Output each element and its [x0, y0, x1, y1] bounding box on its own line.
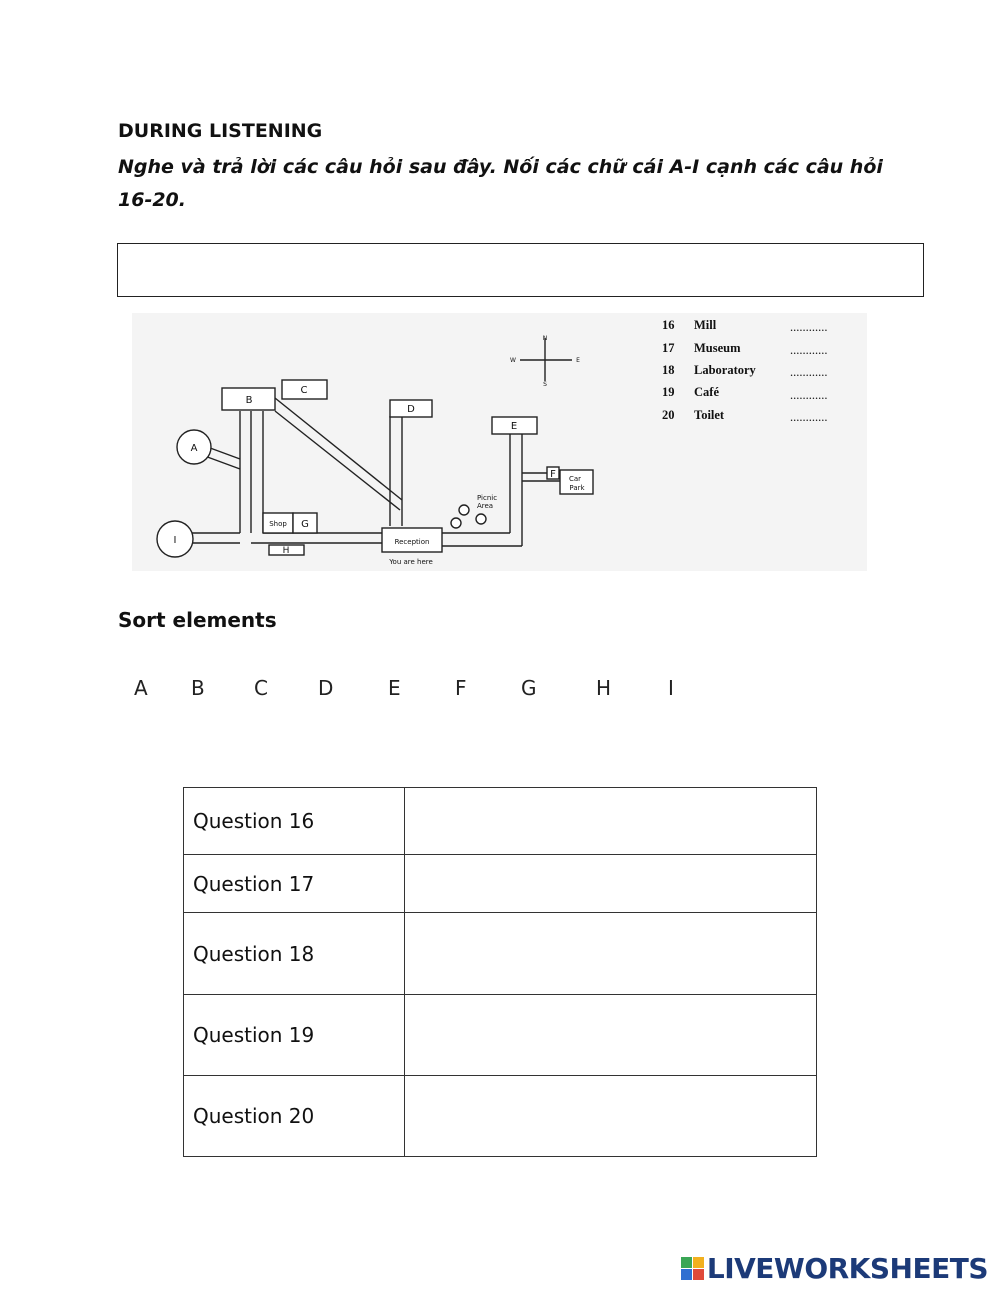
map-label-a: A: [190, 443, 198, 454]
draggable-letter-i[interactable]: I: [668, 676, 674, 700]
map-label-area: Area: [476, 502, 494, 510]
logo-square: [681, 1269, 692, 1280]
map-list-dots: ............: [790, 343, 828, 357]
map-image: [132, 313, 867, 571]
map-label-b: B: [245, 395, 253, 406]
liveworksheets-logo: [681, 1252, 988, 1285]
map-list-num: 18: [662, 363, 675, 377]
map-list-dots: ............: [790, 388, 828, 402]
map-label-d: D: [407, 404, 415, 415]
question-label: Question 20: [184, 1076, 405, 1157]
instruction-text: Nghe và trả lời các câu hỏi sau đây. Nối các chữ cái A-I cạnh các câu hỏi 16-20.: [118, 156, 883, 211]
logo-square: [693, 1269, 704, 1280]
map-label-h: H: [282, 546, 290, 556]
draggable-letter-e[interactable]: E: [388, 676, 401, 700]
map-list-num: 19: [662, 385, 675, 399]
map-list-name: Laboratory: [694, 363, 756, 377]
answer-drop-cell[interactable]: [405, 995, 817, 1076]
compass-e: E: [576, 357, 580, 364]
answer-drop-cell[interactable]: [405, 855, 817, 913]
question-label: Question 18: [184, 913, 405, 995]
drop-zone-box[interactable]: [117, 243, 924, 297]
logo-square: [681, 1257, 692, 1268]
question-label: Question 19: [184, 995, 405, 1076]
answer-drop-cell[interactable]: [405, 913, 817, 995]
draggable-letter-a[interactable]: A: [134, 676, 148, 700]
map-list-name: Café: [694, 385, 719, 399]
questions-table: [183, 787, 817, 1157]
draggable-letter-d[interactable]: D: [318, 676, 334, 700]
map-label-car: Car: [568, 475, 582, 483]
map-list-dots: ............: [790, 365, 828, 379]
map-label-e: E: [510, 421, 518, 432]
map-label-g: G: [301, 519, 309, 530]
map-list-num: 20: [662, 408, 675, 422]
question-label: Question 16: [184, 788, 405, 855]
map-list-num: 16: [662, 318, 675, 332]
draggable-letter-c[interactable]: C: [254, 676, 268, 700]
question-label: Question 17: [184, 855, 405, 913]
map-label-shop: Shop: [269, 520, 287, 528]
map-drawing: [132, 313, 867, 571]
table-row: [184, 913, 817, 995]
table-row: [184, 1076, 817, 1157]
map-label-c: C: [300, 385, 308, 396]
map-label-reception: Reception: [394, 538, 430, 546]
map-label-f: F: [550, 469, 556, 480]
map-label-you-are-here: You are here: [389, 558, 433, 566]
compass-w: W: [510, 357, 516, 364]
draggable-letter-h[interactable]: H: [596, 676, 612, 700]
draggable-letter-f[interactable]: F: [455, 676, 467, 700]
map-label-park: Park: [569, 484, 585, 492]
section-heading: DURING LISTENING: [118, 120, 323, 142]
map-label-i: I: [173, 535, 177, 546]
map-label-picnic: Picnic: [476, 494, 498, 502]
map-list-name: Mill: [694, 318, 717, 332]
draggable-letter-b[interactable]: B: [191, 676, 205, 700]
compass-n: N: [542, 335, 548, 342]
table-row: [184, 995, 817, 1076]
table-row: [184, 788, 817, 855]
map-list-num: 17: [662, 341, 675, 355]
map-list-name: Toilet: [694, 408, 725, 422]
logo-text: LIVEWORKSHEETS: [706, 1252, 988, 1285]
draggable-letter-g[interactable]: G: [521, 676, 537, 700]
answer-drop-cell[interactable]: [405, 1076, 817, 1157]
logo-square: [693, 1257, 704, 1268]
compass-s: S: [543, 381, 547, 388]
answer-drop-cell[interactable]: [405, 788, 817, 855]
map-list-dots: ............: [790, 410, 828, 424]
table-row: [184, 855, 817, 913]
sort-elements-title: Sort elements: [118, 608, 277, 632]
logo-mark-icon: [681, 1257, 704, 1280]
map-list-name: Museum: [694, 341, 741, 355]
map-list-dots: ............: [790, 320, 828, 334]
